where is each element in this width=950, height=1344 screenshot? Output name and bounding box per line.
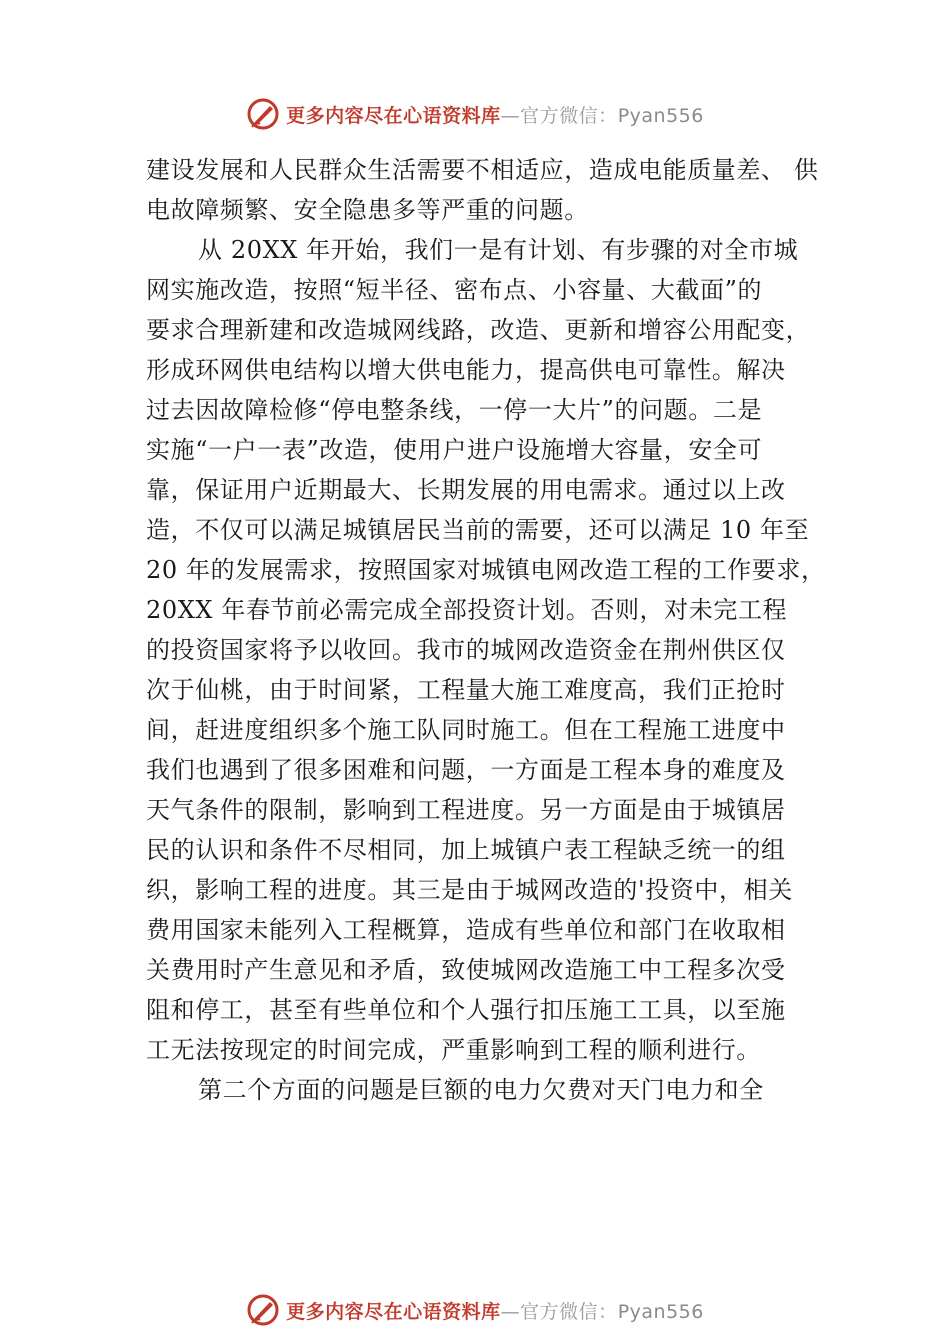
text-line: 次于仙桃，由于时间紧，工程量大施工难度高，我们正抢时 [146, 676, 786, 704]
text-line: 形成环网供电结构以增大供电能力，提高供电可靠性。解决 [146, 356, 786, 384]
text-line: 电故障频繁、安全隐患多等严重的问题。 [146, 196, 589, 224]
banner-library-name: 更多内容尽在心语资料库 [286, 1300, 501, 1323]
banner-wechat-id: Pyan556 [617, 104, 704, 127]
text-line: 网实施改造，按照“短半径、密布点、小容量、大截面”的 [146, 276, 763, 304]
document-body [146, 150, 826, 1110]
text-line: 20XX 年春节前必需完成全部投资计划。否则，对未完工程 [146, 596, 788, 624]
header-banner [0, 94, 950, 134]
text-line: 工无法按现定的时间完成，严重影响到工程的顺利进行。 [146, 1036, 761, 1064]
banner-separator: — [500, 1300, 521, 1323]
text-line: 关费用时产生意见和矛盾，致使城网改造施工中工程多次受 [146, 956, 786, 984]
text-line: 造，不仅可以满足城镇居民当前的需要，还可以满足 10 年至 [146, 516, 810, 544]
text-line: 从 20XX 年开始，我们一是有计划、有步骤的对全市城 [198, 236, 799, 264]
banner-wechat-label: 官方微信： [520, 1300, 618, 1323]
text-line: 过去因故障检修“停电整条线，一停一大片”的问题。二是 [146, 396, 763, 424]
text-line: 实施“一户一表”改造，使用户进户设施增大容量，安全可 [146, 436, 763, 464]
text-line: 费用国家未能列入工程概算，造成有些单位和部门在收取相 [146, 916, 786, 944]
footer-banner [0, 1290, 950, 1330]
text-line: 民的认识和条件不尽相同，加上城镇户表工程缺乏统一的组 [146, 836, 786, 864]
text-line: 的投资国家将予以收回。我市的城网改造资金在荆州供区仅 [146, 636, 786, 664]
banner-library-name: 更多内容尽在心语资料库 [286, 104, 501, 127]
text-line: 第二个方面的问题是巨额的电力欠费对天门电力和全 [198, 1076, 764, 1104]
banner-wechat-id: Pyan556 [617, 1300, 704, 1323]
pen-seal-logo-icon [246, 97, 280, 131]
banner-separator: — [500, 104, 521, 127]
text-line: 20 年的发展需求，按照国家对城镇电网改造工程的工作要求， [146, 556, 826, 584]
banner-wechat-label: 官方微信： [520, 104, 618, 127]
text-line: 要求合理新建和改造城网线路，改造、更新和增容公用配变， [146, 316, 811, 344]
text-line: 靠，保证用户近期最大、长期发展的用电需求。通过以上改 [146, 476, 786, 504]
text-line: 建设发展和人民群众生活需要不相适应，造成电能质量差、 供 [146, 156, 819, 184]
footer-banner-text [286, 1297, 704, 1324]
text-line: 我们也遇到了很多困难和问题，一方面是工程本身的难度及 [146, 756, 786, 784]
pen-seal-logo-icon [246, 1293, 280, 1327]
header-banner-text [286, 101, 704, 128]
text-line: 织，影响工程的进度。其三是由于城网改造的'投资中，相关 [146, 876, 793, 904]
text-line: 阻和停工，甚至有些单位和个人强行扣压施工工具，以至施 [146, 996, 786, 1024]
text-line: 间，赶进度组织多个施工队同时施工。但在工程施工进度中 [146, 716, 786, 744]
text-line: 天气条件的限制，影响到工程进度。另一方面是由于城镇居 [146, 796, 786, 824]
